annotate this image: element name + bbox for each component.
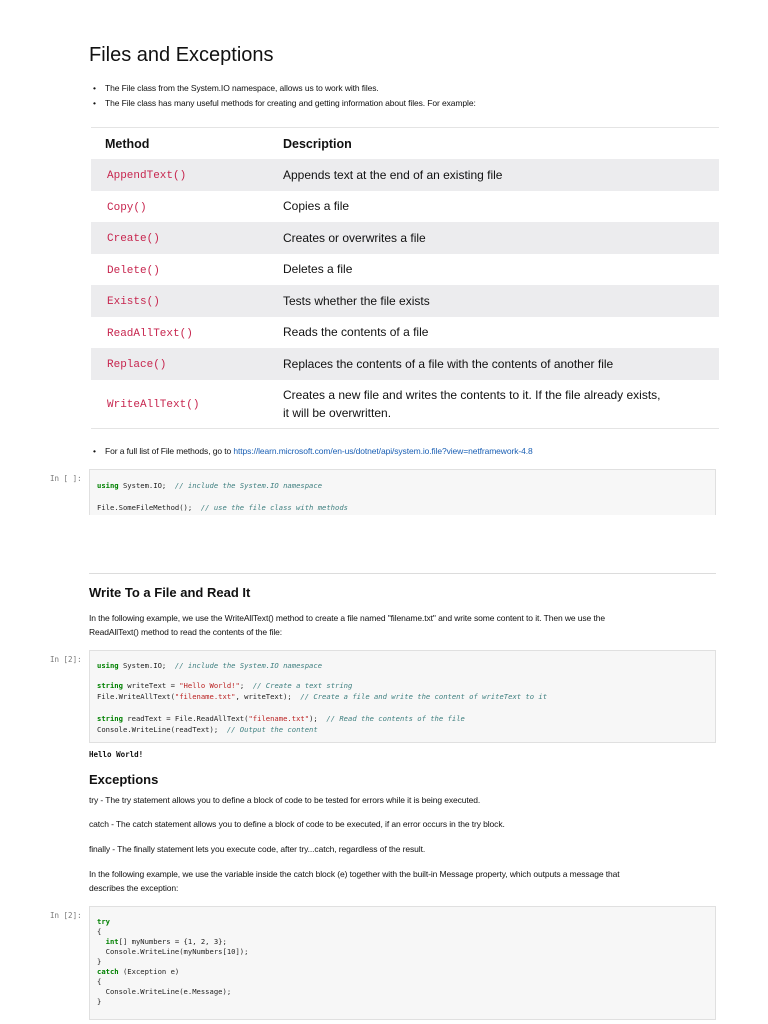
method-description: Tests whether the file exists bbox=[267, 285, 719, 317]
methods-table-wrapper bbox=[91, 127, 719, 429]
method-description-line: Creates a new file and writes the contents to it. If the file already exists, bbox=[283, 387, 661, 402]
code-text: writeText = bbox=[122, 681, 180, 690]
table-row bbox=[91, 159, 719, 191]
methods-table bbox=[91, 128, 719, 428]
bullet-text: For a full list of File methods, go to bbox=[105, 446, 234, 456]
paragraph-finally: finally - The finally statement lets you execute code, after try...catch, regardless of the result. bbox=[89, 844, 426, 854]
paragraph-line: In the following example, we use the variable inside the catch block (e) together with the built-in Message property, which outputs a message that bbox=[89, 869, 620, 879]
method-name: ReadAllText() bbox=[107, 327, 193, 340]
cell-output: Hello World! bbox=[89, 750, 144, 759]
code-comment: // Create a file and write the content of writeText to it bbox=[300, 692, 548, 701]
keyword: int bbox=[105, 937, 119, 946]
method-description: Copies a file bbox=[283, 199, 350, 214]
code-text: } bbox=[97, 957, 102, 966]
column-header-method: Method bbox=[105, 136, 150, 151]
method-name: WriteAllText() bbox=[107, 399, 200, 411]
table-header-row bbox=[91, 128, 719, 159]
table-row bbox=[91, 254, 719, 286]
code-text: System.IO; bbox=[118, 481, 175, 490]
cell-prompt: In [2]: bbox=[50, 911, 82, 920]
method-description: Creates or overwrites a file bbox=[267, 222, 719, 254]
table-row bbox=[91, 317, 719, 349]
bullet-item bbox=[93, 83, 379, 93]
table-row bbox=[91, 348, 719, 380]
method-description: Replaces the contents of a file with the contents of another file bbox=[267, 348, 719, 380]
table-row bbox=[91, 191, 719, 223]
table-row bbox=[91, 285, 719, 317]
code-comment: // Read the contents of the file bbox=[326, 714, 465, 723]
paragraph-line: In the following example, we use the WriteAllText() method to create a file named "filename.txt" and write some content to it. Then we use the bbox=[89, 613, 605, 623]
code-text: Console.WriteLine(myNumbers[10]); bbox=[97, 947, 249, 956]
cell-prompt: In [2]: bbox=[50, 655, 82, 664]
bullet-item bbox=[93, 446, 533, 456]
table-row bbox=[91, 222, 719, 254]
keyword: string bbox=[97, 681, 123, 690]
bullet-dot: • bbox=[93, 83, 96, 93]
code-text: File.SomeFileMethod(); bbox=[97, 503, 201, 512]
method-description: Reads the contents of a file bbox=[283, 325, 429, 340]
method-name: Copy() bbox=[107, 201, 147, 214]
code-text: System.IO; bbox=[118, 661, 175, 670]
code-text: [] myNumbers = {1, 2, 3}; bbox=[118, 937, 227, 946]
code-comment: // Output the content bbox=[226, 725, 318, 734]
code-text: } bbox=[97, 997, 102, 1006]
keyword: string bbox=[97, 714, 123, 723]
method-description-line: it will be overwritten. bbox=[283, 405, 392, 420]
page-title: Files and Exceptions bbox=[89, 44, 274, 66]
keyword: using bbox=[97, 481, 119, 490]
keyword: try bbox=[97, 917, 110, 926]
code-text: readText = File.ReadAllText( bbox=[122, 714, 249, 723]
paragraph bbox=[89, 867, 620, 895]
code-text: (Exception e) bbox=[118, 967, 180, 976]
cell-prompt: In [ ]: bbox=[50, 474, 82, 483]
bullet-item bbox=[93, 98, 476, 108]
method-description: Deletes a file bbox=[283, 262, 353, 277]
paragraph-line: ReadAllText() method to read the contents of the file: bbox=[89, 627, 283, 637]
code-cell[interactable] bbox=[89, 469, 716, 515]
paragraph-line: describes the exception: bbox=[89, 883, 179, 893]
column-header-description: Description bbox=[283, 136, 352, 151]
method-name: Create() bbox=[107, 233, 160, 246]
method-description: Appends text at the end of an existing file bbox=[267, 159, 719, 191]
bullet-text: The File class from the System.IO namespace, allows us to work with files. bbox=[105, 83, 379, 93]
code-cell[interactable] bbox=[89, 906, 716, 1020]
method-description bbox=[267, 380, 719, 428]
method-name: Replace() bbox=[107, 359, 167, 372]
code-comment: // use the file class with methods bbox=[200, 503, 348, 512]
code-string: "filename.txt" bbox=[248, 714, 310, 723]
bullet-text: The File class has many useful methods for creating and getting information about files. For example: bbox=[105, 98, 476, 108]
method-name: AppendText() bbox=[107, 170, 187, 183]
code-text: , writeText); bbox=[235, 692, 301, 701]
code-text: { bbox=[97, 927, 102, 936]
code-string: "filename.txt" bbox=[174, 692, 236, 701]
code-text: Console.WriteLine(e.Message); bbox=[97, 987, 232, 996]
code-comment: // include the System.IO namespace bbox=[174, 481, 323, 490]
paragraph bbox=[89, 611, 605, 639]
section-heading-write-read: Write To a File and Read It bbox=[89, 585, 251, 600]
cell-divider bbox=[89, 573, 716, 574]
method-name: Exists() bbox=[107, 296, 160, 309]
code-cell[interactable] bbox=[89, 650, 716, 743]
code-comment: // include the System.IO namespace bbox=[174, 661, 323, 670]
method-name: Delete() bbox=[107, 264, 160, 277]
keyword: catch bbox=[97, 967, 119, 976]
code-text: { bbox=[97, 977, 102, 986]
table-row bbox=[91, 380, 719, 428]
code-text: File.WriteAllText( bbox=[97, 692, 175, 701]
paragraph-catch: catch - The catch statement allows you to define a block of code to be executed, if an error occurs in the try block. bbox=[89, 819, 505, 829]
code-text: Console.WriteLine(readText); bbox=[97, 725, 227, 734]
bullet-dot: • bbox=[93, 446, 96, 456]
bullet-dot: • bbox=[93, 98, 96, 108]
code-string: "Hello World!" bbox=[179, 681, 240, 690]
section-heading-exceptions: Exceptions bbox=[89, 772, 159, 787]
keyword: using bbox=[97, 661, 119, 670]
code-text: ; bbox=[239, 681, 253, 690]
code-comment: // Create a text string bbox=[252, 681, 353, 690]
file-methods-link[interactable]: https://learn.microsoft.com/en-us/dotnet/api/system.io.file?view=netframework-4.8 bbox=[233, 446, 533, 456]
code-text: ); bbox=[309, 714, 327, 723]
paragraph-try: try - The try statement allows you to define a block of code to be tested for errors while it is being executed. bbox=[89, 795, 481, 805]
